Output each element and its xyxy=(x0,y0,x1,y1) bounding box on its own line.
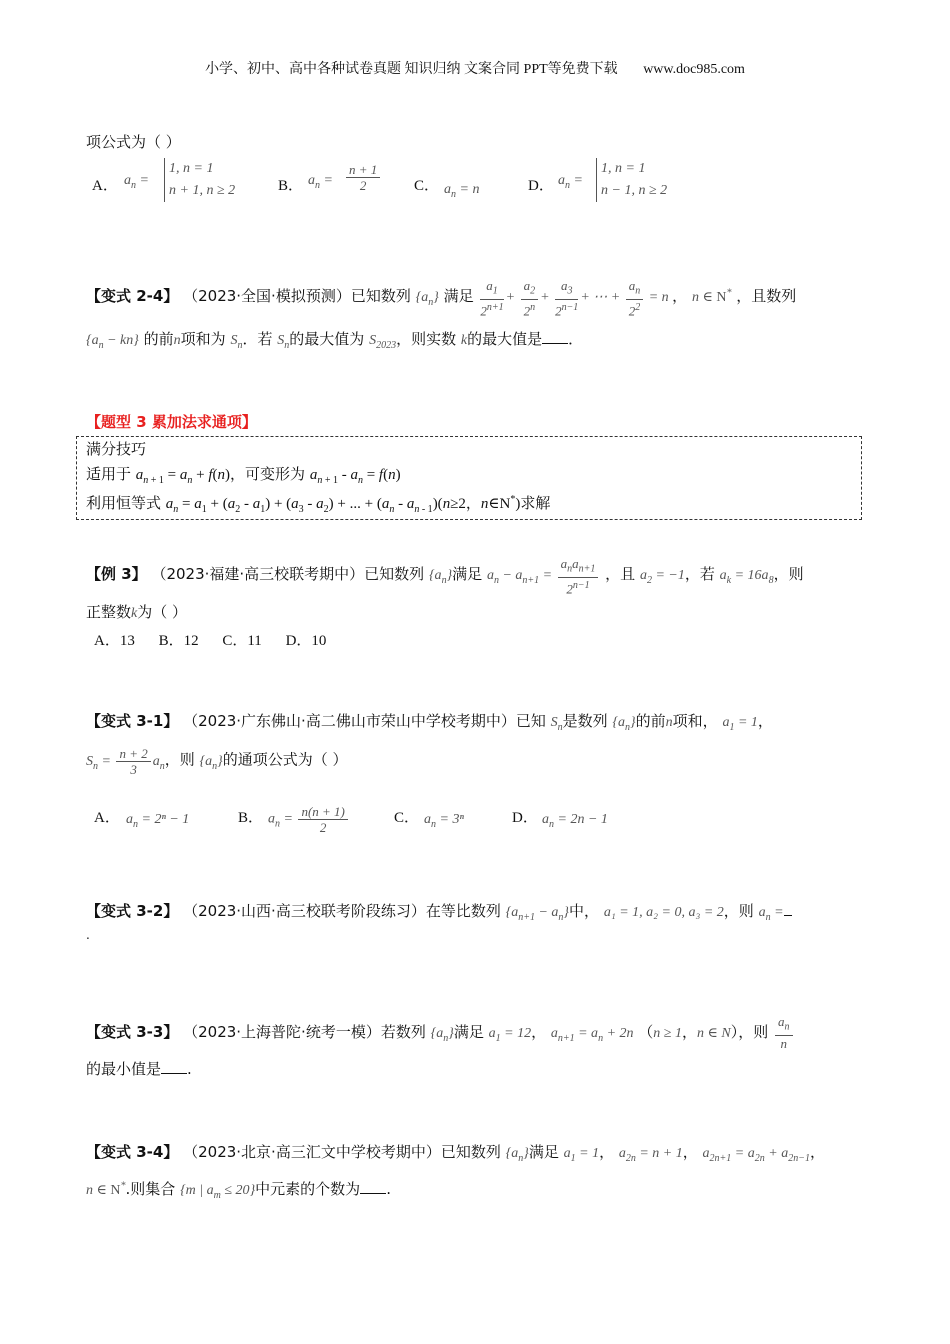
tip-line1: 适用于 $a_{n + 1} = a_n + f(n)$，可变形为 $a_{n + 1} - a_n = f(n)$ xyxy=(86,465,401,486)
prev-question-tail: 项公式为（ ） xyxy=(86,133,181,151)
question-v24-line1: 【变式 2-4】 （2023·全国·模拟预测）已知数列 $\{a_n\}$ 满足 $\frac{a_1}{2^{n+1}}$ + $\frac{a_2}{2^n}$ + $\frac{a_3}{2^{n-1}}$ + ⋯ + $\frac{a_n}{2^2}$ = n ， n ∈ N* ，且数列 xyxy=(86,278,797,318)
ex3-option-d[interactable]: D．10 xyxy=(285,633,327,649)
option-a-label: A． xyxy=(92,178,118,194)
tip-line2: 利用恒等式 $a_n = a_1 + (a_2 - a_1) + (a_3 - a_2)$ + ... + $(a_n - a_{n - 1})(n\ge 2$，n∈N*)求解 xyxy=(86,494,551,515)
question-v31-line2: $S_n$ = $\frac{n + 2}{3}$ $a_n$，则 $\{a_n\}$的通项公式为（ ） xyxy=(86,746,348,777)
v24-smax: $S_{2023}$ xyxy=(369,333,397,351)
question-v31-line1: 【变式 3-1】 （2023·广东佛山·高二佛山市荣山中学校考期中）已知 $S_n$是数列 $\{a_n\}$的前n项和， $a_1 = 1$， xyxy=(86,712,773,733)
v24-source: （2023·全国·模拟预测）已知数列 xyxy=(183,287,411,306)
option-c-label: C． xyxy=(414,178,440,194)
v24-seq: $\{a_n\}$ xyxy=(415,290,439,308)
v24-seq2: $\{a_n - kn\}$ xyxy=(86,333,139,351)
v31-option-d[interactable]: $a_n = 2n - 1$ xyxy=(542,812,608,830)
v24-sum-expr: $\frac{a_1}{2^{n+1}}$ + $\frac{a_2}{2^n}$ + $\frac{a_3}{2^{n-1}}$ + ⋯ + $\frac{a_n}{2^2}$ = n xyxy=(480,278,669,318)
option-b-label: B． xyxy=(278,178,304,194)
v31-option-a[interactable]: $a_n = 2^n - 1$ xyxy=(126,812,190,830)
header-url[interactable]: www.doc985.com xyxy=(643,62,745,77)
option-b-lhs: $a_n$ = xyxy=(308,173,333,191)
v31-option-c[interactable]: $a_n = 3^n$ xyxy=(424,812,464,830)
option-d-label: D． xyxy=(528,178,554,194)
v32-dot: . xyxy=(86,928,90,942)
ex3-option-c[interactable]: C．11 xyxy=(222,633,262,649)
question-v24-line2: $\{a_n - kn\}$ 的前n项和为 $S_n$．若 $S_n$的最大值为 $S_{2023}$，则实数 k的最大值是 ． xyxy=(86,330,584,351)
v33-answer-blank[interactable] xyxy=(161,1059,187,1074)
question-v31-options: A． $a_n = 2^n - 1$ B． $a_n$ = $\frac{n(n + 1)}{2}$ C． $a_n = 3^n$ D． $a_n = 2n - 1$ xyxy=(94,804,608,835)
header-title: 小学、初中、高中各种试卷真题 知识归纳 文案合同 PPT等免费下载 xyxy=(205,62,618,77)
page-header xyxy=(0,58,950,78)
example3-line2: 正整数k为（ ） xyxy=(86,603,188,621)
question-v32-line1: 【变式 3-2】 （2023·山西·高三校联考阶段练习）在等比数列 $\{a_{n+1} - a_n\}$中， a₁ = 1, a₂ = 0, a₃ = 2，则 $a_n$ = xyxy=(86,900,792,923)
v24-answer-blank[interactable] xyxy=(542,329,568,344)
question-v33-line1: 【变式 3-3】 （2023·上海普陀·统考一模）若数列 $\{a_n\}$满足 $a_1 = 12$， $a_{n+1} = a_n + 2n$ （n ≥ 1，n ∈ N），则 $\frac{a_n}{n}$ xyxy=(86,1014,795,1050)
option-d-cases: 1, n = 1 n − 1, n ≥ 2 xyxy=(596,158,667,202)
ex3-option-b[interactable]: B．12 xyxy=(158,633,199,649)
v32-answer-blank[interactable] xyxy=(784,901,792,916)
v34-answer-blank[interactable] xyxy=(360,1179,386,1194)
question-v34-line1: 【变式 3-4】 （2023·北京·高三汇文中学校考期中）已知数列 $\{a_n\}$满足 $a_1 = 1$， $a_{2n} = n + 1$， $a_{2n+1} = a_{2n} + a_{2n-1}$， xyxy=(86,1143,825,1164)
option-b-fraction: $\frac{n + 1}{2}$ xyxy=(346,162,380,193)
option-a-lhs: $a_n$ = xyxy=(124,173,149,191)
question-v33-line2: 的最小值是 . xyxy=(86,1060,192,1078)
example3-options xyxy=(94,629,326,650)
option-a-cases: 1, n = 1 n + 1, n ≥ 2 xyxy=(164,158,235,202)
v24-n-in-N: n ∈ N* xyxy=(691,287,732,306)
example3-line1: 【例 3】 （2023·福建·高三校联考期中）已知数列 $\{a_n\}$满足 $a_n - a_{n+1}$ = $\frac{a_na_{n+1}}{2^{n-1}}$ ，且 $a_2 = -1$，若 $a_k = 16a_8$，则 xyxy=(86,556,804,596)
question-v34-line2: n ∈ N*.则集合 {m | $a_m \le 20$}中元素的个数为 . xyxy=(86,1180,391,1201)
ex3-recurrence: $a_n - a_{n+1}$ = $\frac{a_na_{n+1}}{2^{n-1}}$ xyxy=(487,568,600,583)
ex3-option-a[interactable]: A．13 xyxy=(94,633,135,649)
option-c-expr: $a_n = n$ xyxy=(444,182,480,200)
type3-title: 【题型 3 累加法求通项】 xyxy=(86,413,257,431)
v24-tag: 【变式 2-4】 xyxy=(86,287,179,306)
tip-title: 满分技巧 xyxy=(86,440,147,458)
option-d-lhs: $a_n$ = xyxy=(558,173,583,191)
v31-option-b[interactable]: $a_n$ = $\frac{n(n + 1)}{2}$ xyxy=(268,804,350,835)
